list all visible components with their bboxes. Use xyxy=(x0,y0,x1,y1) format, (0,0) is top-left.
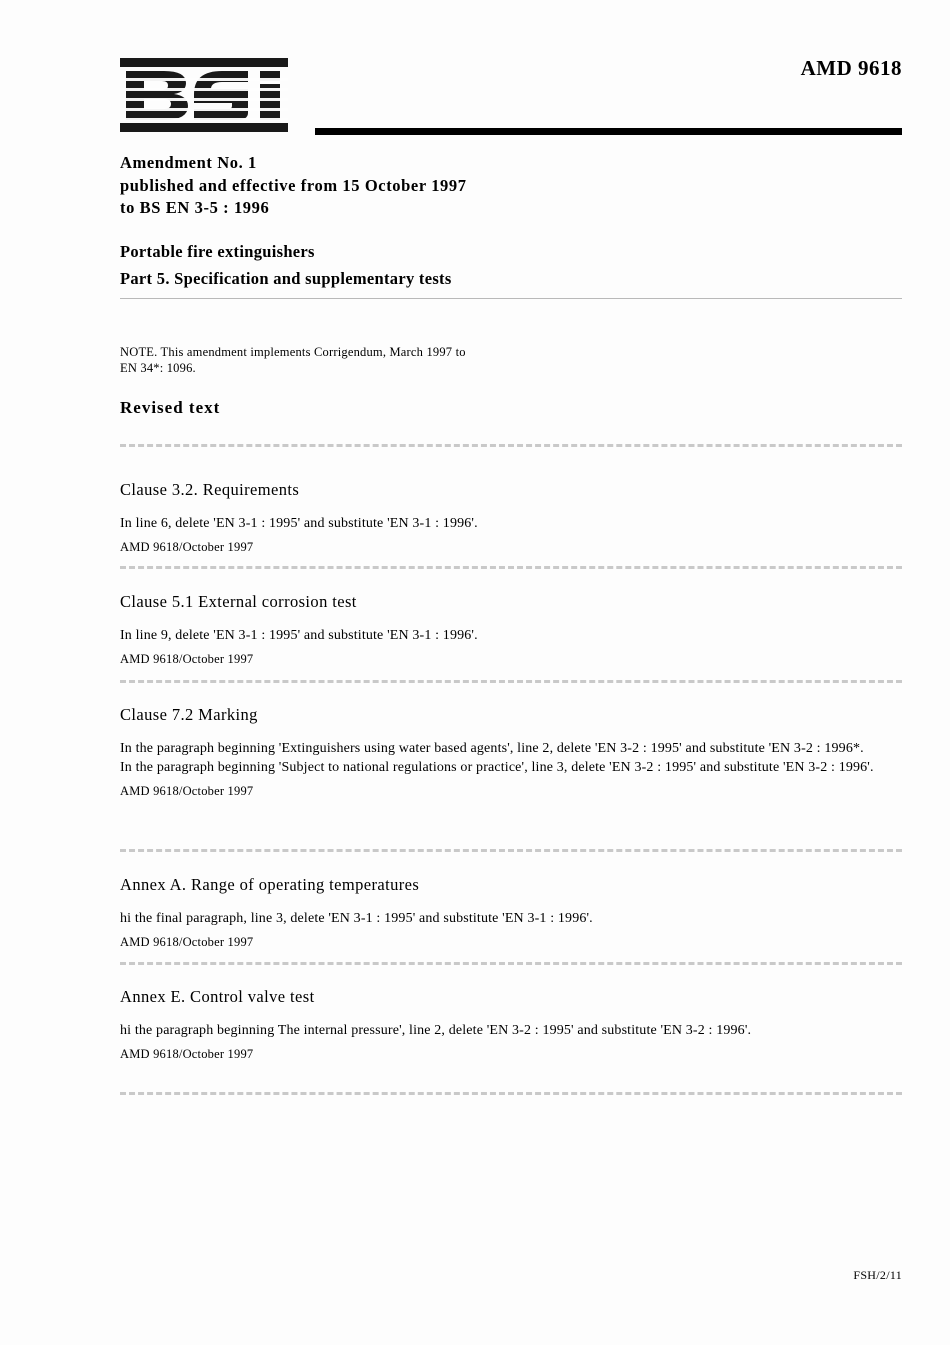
section-divider xyxy=(120,849,902,852)
section-paragraph: In line 6, delete 'EN 3-1 : 1995' and substitute 'EN 3-1 : 1996'. xyxy=(120,516,478,531)
header-rule xyxy=(315,128,902,135)
section-paragraph: In line 9, delete 'EN 3-1 : 1995' and substitute 'EN 3-1 : 1996'. xyxy=(120,628,478,643)
section-divider xyxy=(120,444,902,447)
section-clause-7-2 xyxy=(120,705,902,799)
section-amendment-ref: AMD 9618/October 1997 xyxy=(120,1047,254,1061)
section-title: Annex E. Control valve test xyxy=(120,987,315,1006)
note-line-2: EN 34*: 1096. xyxy=(120,361,196,375)
standard-part-title: Part 5. Specification and supplementary tests xyxy=(120,268,452,288)
footer-committee-code: FSH/2/11 xyxy=(853,1268,902,1282)
section-amendment-ref: AMD 9618/October 1997 xyxy=(120,652,254,666)
section-clause-5-1 xyxy=(120,592,902,667)
amendment-number: Amendment No. 1 xyxy=(120,153,257,172)
section-paragraph: hi the final paragraph, line 3, delete 'EN 3-1 : 1995' and substitute 'EN 3-1 : 1996'. xyxy=(120,911,593,926)
section-annex-e xyxy=(120,987,902,1062)
section-paragraph: In the paragraph beginning 'Subject to national regulations or practice', line 3, delete 'EN 3-2 : 1995' and substitute 'EN 3-2 : 1996'. xyxy=(120,760,874,775)
title-separator-rule xyxy=(120,298,902,299)
revised-text-heading: Revised text xyxy=(120,398,221,417)
amendment-code: AMD 9618 xyxy=(800,56,902,80)
section-paragraph: In the paragraph beginning 'Extinguishers using water based agents', line 2, delete 'EN 3-2 : 1995' and substitute 'EN 3-2 : 1996*. xyxy=(120,741,864,756)
title-block xyxy=(120,152,820,292)
section-amendment-ref: AMD 9618/October 1997 xyxy=(120,540,254,554)
document-header xyxy=(120,48,902,140)
section-title: Annex A. Range of operating temperatures xyxy=(120,875,420,894)
amendment-standard-ref: to BS EN 3-5 : 1996 xyxy=(120,198,270,217)
section-divider xyxy=(120,566,902,569)
section-amendment-ref: AMD 9618/October 1997 xyxy=(120,935,254,949)
section-title: Clause 5.1 External corrosion test xyxy=(120,592,357,611)
section-annex-a xyxy=(120,875,902,950)
section-paragraph: hi the paragraph beginning The internal pressure', line 2, delete 'EN 3-2 : 1995' and substitute 'EN 3-2 : 1996'. xyxy=(120,1023,752,1038)
section-clause-3-2 xyxy=(120,480,902,555)
note-block xyxy=(120,344,760,376)
section-divider xyxy=(120,680,902,683)
section-divider xyxy=(120,962,902,965)
section-title: Clause 3.2. Requirements xyxy=(120,480,300,499)
section-amendment-ref: AMD 9618/October 1997 xyxy=(120,784,254,798)
standard-title: Portable fire extinguishers xyxy=(120,241,315,261)
section-divider xyxy=(120,1092,902,1095)
section-title: Clause 7.2 Marking xyxy=(120,705,258,724)
note-line-1: NOTE. This amendment implements Corrigendum, March 1997 to xyxy=(120,345,466,359)
amendment-publication-date: published and effective from 15 October 1997 xyxy=(120,175,467,195)
bsi-logo-icon xyxy=(120,58,288,132)
